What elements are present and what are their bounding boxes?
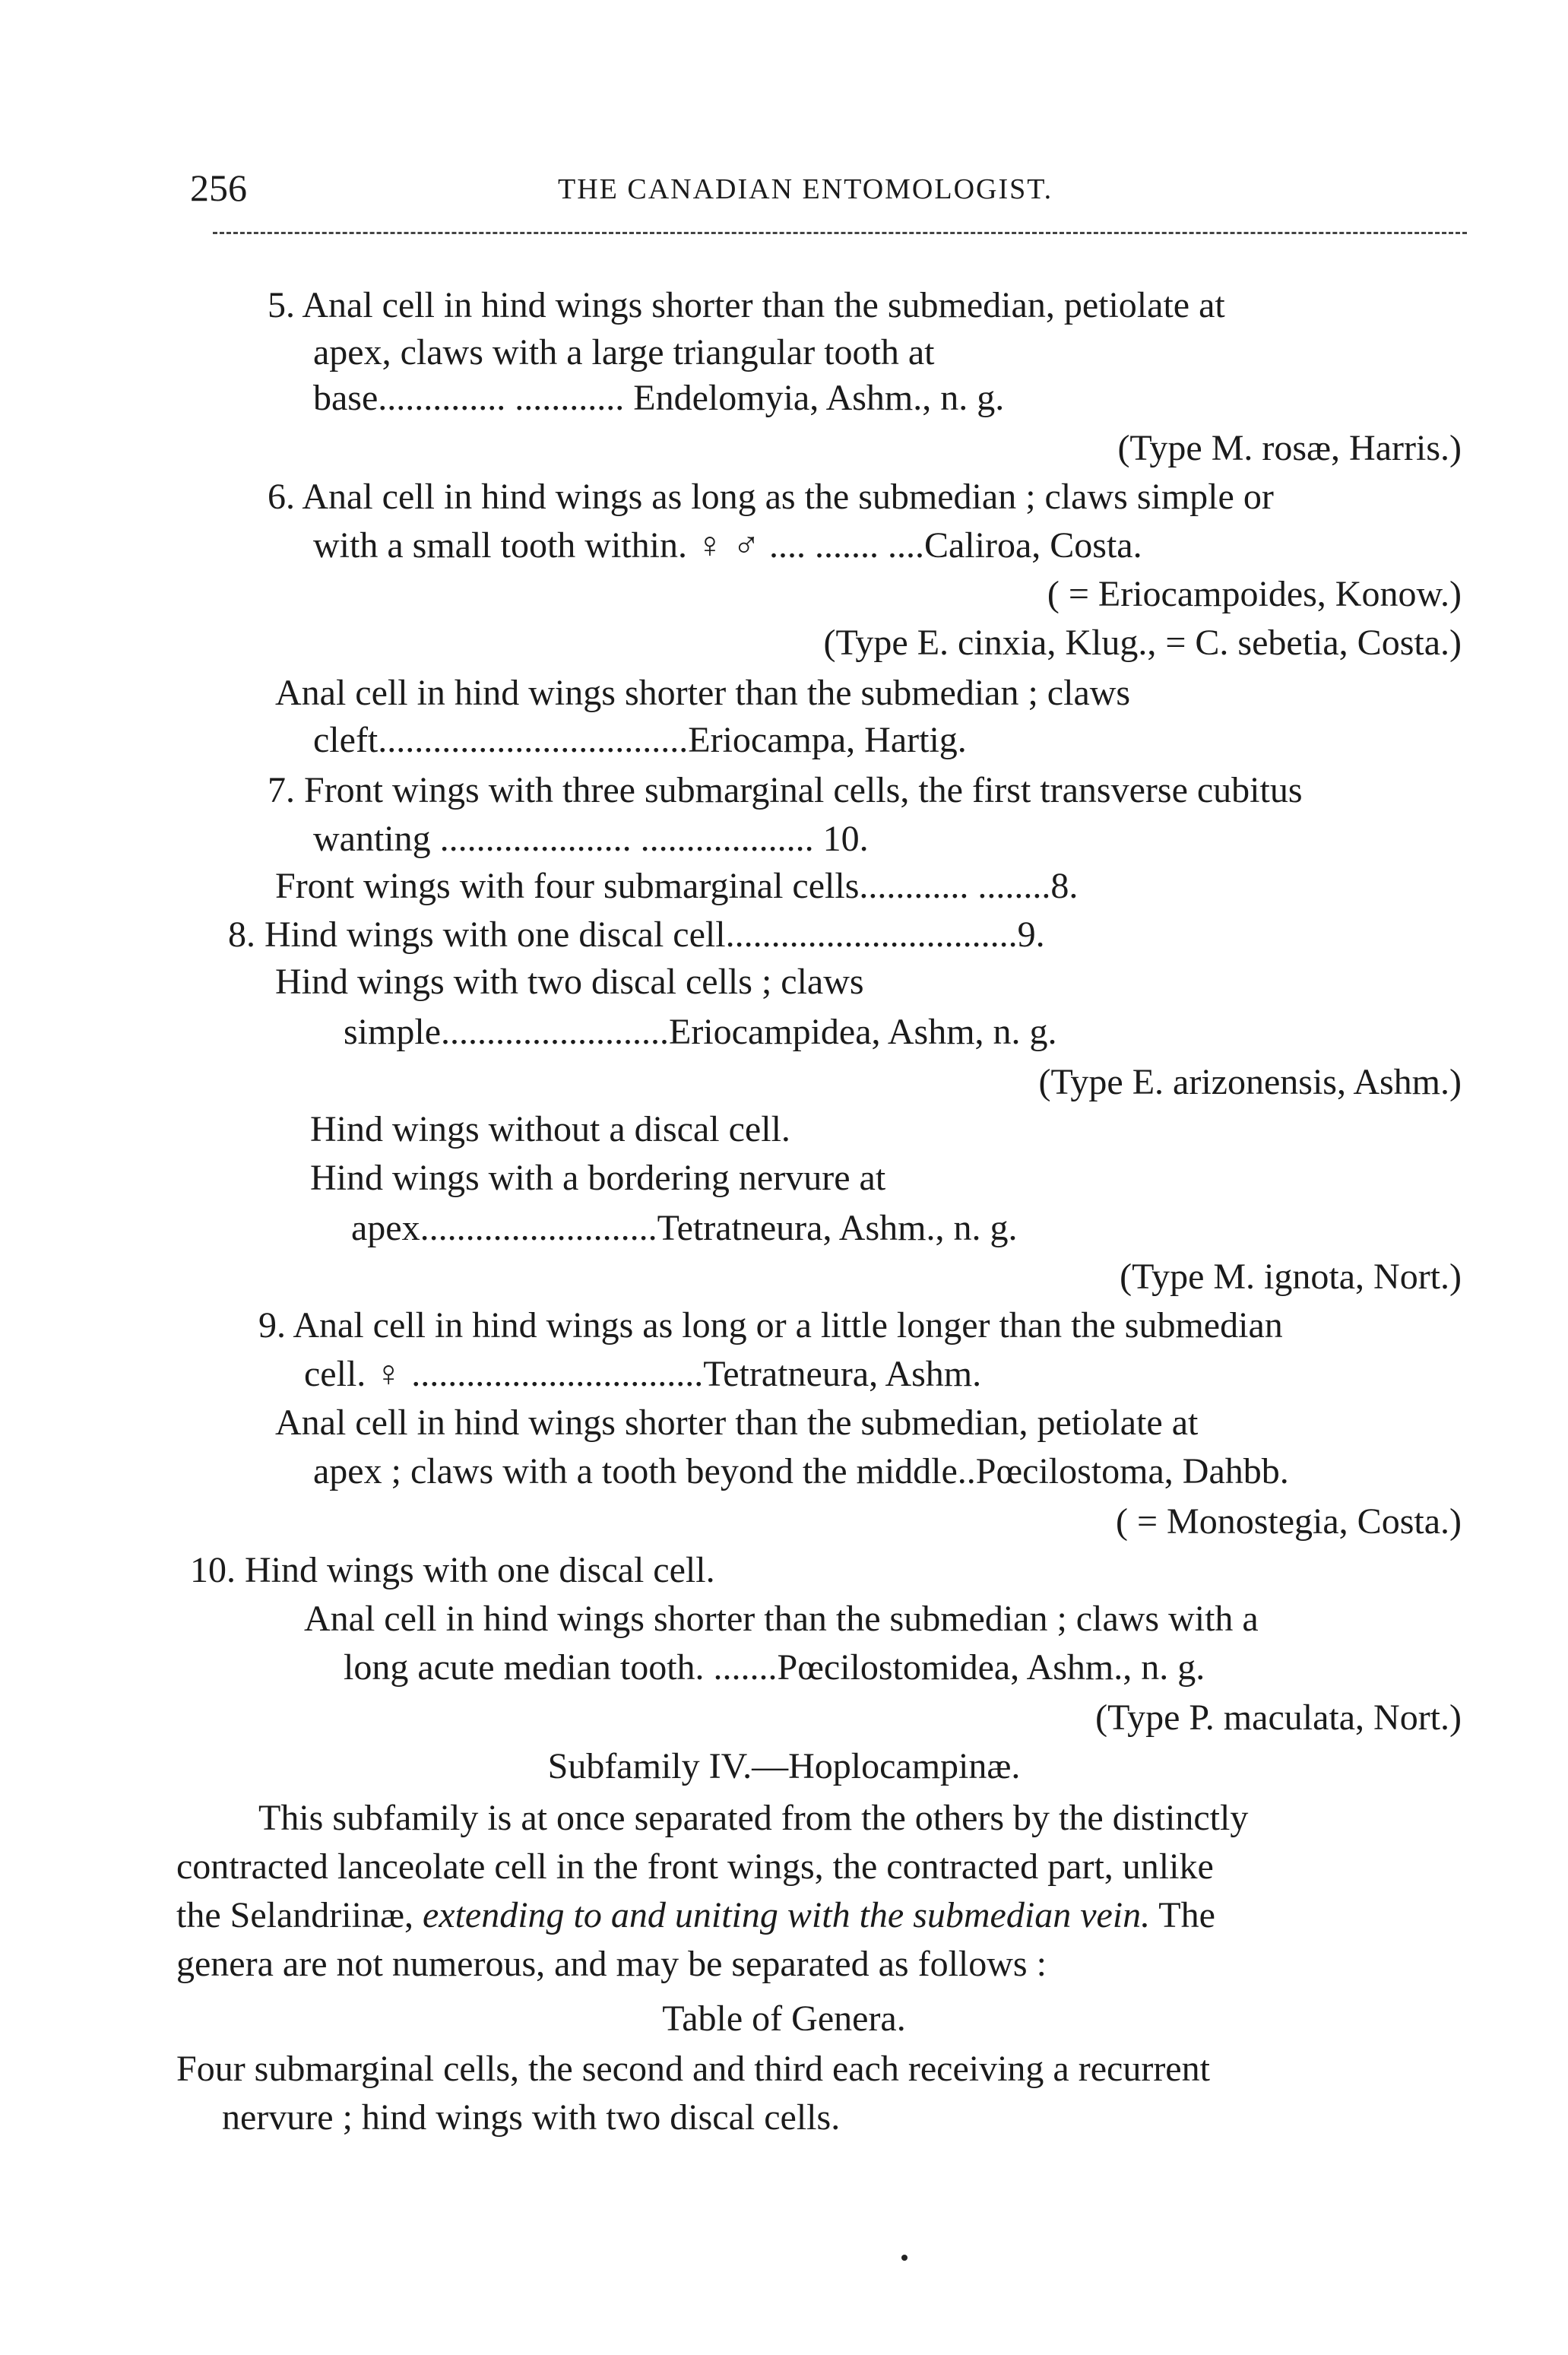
text-line: apex..........................Tetratneura, Ashm., n. g. <box>351 1208 1018 1248</box>
text-line: Hind wings without a discal cell. <box>310 1109 790 1149</box>
text-line: Anal cell in hind wings shorter than the submedian ; claws with a <box>304 1599 1259 1639</box>
text-line: (Type E. cinxia, Klug., = C. sebetia, Costa.) <box>823 623 1462 663</box>
text-line: (Type E. arizonensis, Ashm.) <box>1038 1062 1462 1102</box>
text-line: nervure ; hind wings with two discal cells. <box>222 2097 841 2138</box>
text-line: 7. Front wings with three submarginal cells, the first transverse cubitus <box>268 770 1303 810</box>
text-line: base.............. ............ Endelomyia, Ashm., n. g. <box>313 378 1005 418</box>
text-line: apex ; claws with a tooth beyond the middle..Pœcilostoma, Dahbb. <box>313 1451 1289 1491</box>
text-line: This subfamily is at once separated from the others by the distinctly <box>258 1798 1249 1838</box>
text-line: ( = Monostegia, Costa.) <box>1115 1501 1462 1542</box>
running-header: THE CANADIAN ENTOMOLOGIST. <box>558 173 1053 205</box>
header-rule <box>213 232 1467 234</box>
text-line <box>176 1897 1215 1934</box>
text-line: cleft..................................Eriocampa, Hartig. <box>313 720 967 760</box>
text-line: 8. Hind wings with one discal cell................................9. <box>228 914 1045 955</box>
text-line: apex, claws with a large triangular tooth at <box>313 332 935 372</box>
italic-text-segment: extending to and uniting with the submedian vein. <box>422 1895 1151 1935</box>
text-line: Hind wings with a bordering nervure at <box>310 1158 886 1198</box>
text-line: Anal cell in hind wings shorter than the submedian ; claws <box>275 673 1131 713</box>
text-line: long acute median tooth. .......Pœcilostomidea, Ashm., n. g. <box>344 1647 1205 1688</box>
text-line: Front wings with four submarginal cells............ ........8. <box>275 866 1079 906</box>
page-number: 256 <box>190 166 247 209</box>
text-line: Hind wings with two discal cells ; claws <box>275 962 864 1002</box>
text-line: genera are not numerous, and may be separated as follows : <box>176 1944 1047 1984</box>
text-line: with a small tooth within. ♀ ♂ .... ....... ....Caliroa, Costa. <box>313 525 1142 566</box>
text-line: contracted lanceolate cell in the front wings, the contracted part, unlike <box>176 1846 1214 1887</box>
text-line: (Type M. rosæ, Harris.) <box>1117 428 1462 468</box>
text-line: ( = Eriocampoides, Konow.) <box>1047 574 1462 614</box>
text-segment: the Selandriinæ, <box>176 1895 423 1935</box>
text-line: 5. Anal cell in hind wings shorter than the submedian, petiolate at <box>268 285 1225 325</box>
text-segment: The <box>1150 1895 1215 1935</box>
text-line: wanting ..................... ................... 10. <box>313 819 869 859</box>
text-line: cell. ♀ ................................Tetratneura, Ashm. <box>304 1354 982 1394</box>
text-line: (Type M. ignota, Nort.) <box>1120 1257 1462 1297</box>
text-line: Four submarginal cells, the second and third each receiving a recurrent <box>176 2049 1210 2089</box>
subfamily-heading: Subfamily IV.—Hoplocampinæ. <box>547 1746 1021 1786</box>
text-line: 10. Hind wings with one discal cell. <box>190 1550 715 1590</box>
text-line: 9. Anal cell in hind wings as long or a little longer than the submedian <box>258 1305 1283 1345</box>
text-line: simple.........................Eriocampidea, Ashm, n. g. <box>344 1012 1057 1052</box>
text-line: (Type P. maculata, Nort.) <box>1095 1697 1462 1738</box>
print-speck <box>901 2255 908 2261</box>
table-heading: Table of Genera. <box>662 1998 906 2039</box>
text-line: 6. Anal cell in hind wings as long as the submedian ; claws simple or <box>268 477 1274 517</box>
text-line: Anal cell in hind wings shorter than the submedian, petiolate at <box>275 1403 1199 1443</box>
